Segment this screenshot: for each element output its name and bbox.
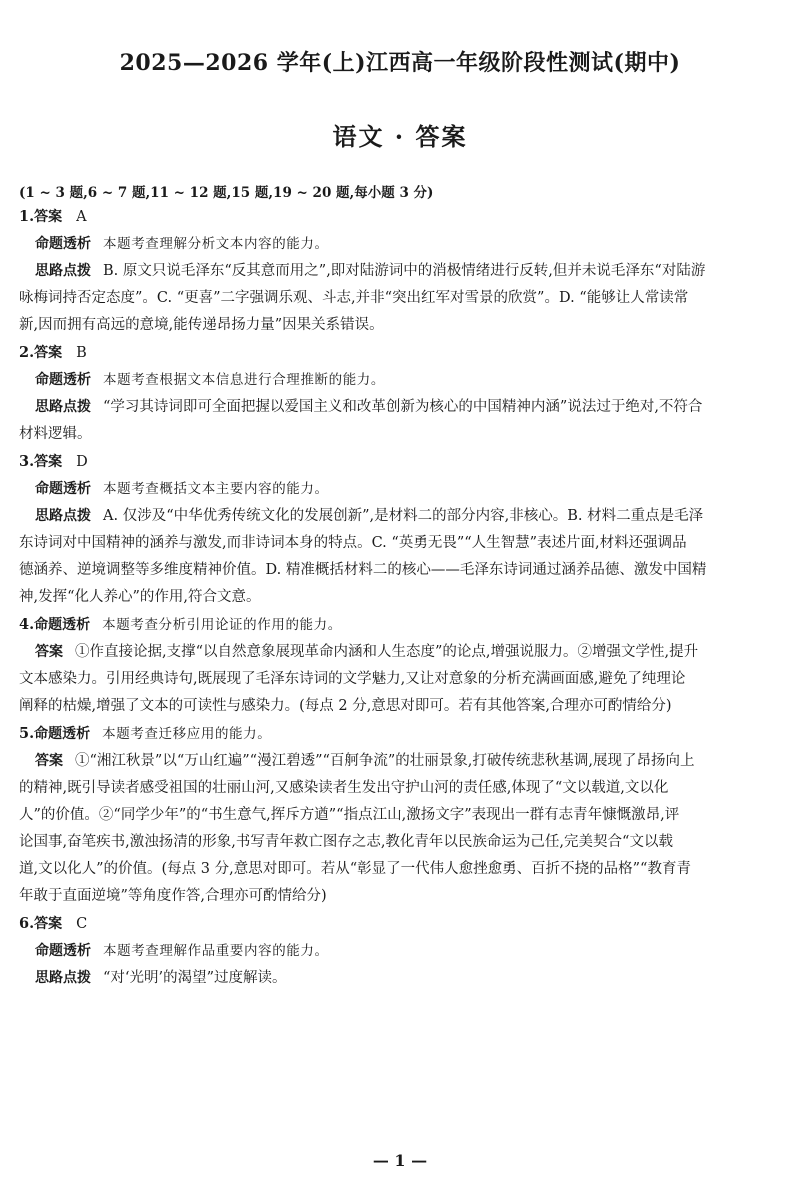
- tips-text: 咏梅词持否定态度”。C. “更喜”二字强调乐观、斗志,并非“突出红军对雪景的欣赏”。D. “能够让人常读常: [19, 290, 689, 306]
- question-number: 4.: [19, 616, 35, 633]
- tips-text: 东诗词对中国精神的涵养与激发,而非诗词本身的特点。C. “英勇无畏”“人生智慧”表述片面,材料还强调品: [19, 535, 687, 551]
- question-3: [19, 448, 784, 611]
- answer-text: 人”的价值。②“同学少年”的“书生意气,挥斥方遒”“指点江山,激扬文字”表现出一群有志青年慷慨激昂,评: [19, 807, 680, 823]
- tips-label: 思路点拨: [35, 399, 91, 415]
- answer-text: 的精神,既引导读者感受祖国的壮丽山河,又感染读者生发出守护山河的责任感,体现了“文以载道,文以化: [19, 780, 669, 796]
- answer-value: D: [76, 454, 88, 470]
- intent-label: 命题透析: [34, 726, 91, 742]
- question-number: 2.: [19, 344, 35, 361]
- answer-text: ①“湘江秋景”以“万山红遍”“漫江碧透”“百舸争流”的壮丽景象,打破传统悲秋基调,展现了昂扬向上: [75, 753, 695, 769]
- page-subtitle: 语文 · 答案: [332, 122, 468, 151]
- answer-label: 答案: [34, 209, 63, 225]
- tips-label: 思路点拨: [35, 263, 91, 279]
- answer-text: 论国事,奋笔疾书,激浊扬清的形象,书写青年救亡图存之志,教化青年以民族命运为己任,完美契合“文以载: [19, 834, 673, 850]
- answer-text: 阐释的枯燥,增强了文本的可读性与感染力。(每点 2 分,意思对即可。若有其他答案,合理亦可酌情给分): [19, 698, 672, 714]
- tips-text: 材料逻辑。: [19, 426, 92, 442]
- answer-label: 答案: [35, 753, 63, 769]
- tips-label: 思路点拨: [35, 970, 91, 986]
- intent-text: 本题考查分析引用论证的作用的能力。: [102, 617, 342, 633]
- tips-text: 德涵养、逆境调整等多维度精神价值。D. 精准概括材料二的核心——毛泽东诗词通过涵养品德、激发中国精: [19, 562, 707, 578]
- question-1: [19, 203, 784, 339]
- page-number: — 1 —: [372, 1151, 428, 1170]
- answer-value: A: [76, 209, 87, 225]
- tips-label: 思路点拨: [35, 508, 91, 524]
- tips-text: A. 仅涉及“中华优秀传统文化的发展创新”,是材料二的部分内容,非核心。B. 材料二重点是毛泽: [103, 508, 704, 524]
- question-2: [19, 339, 784, 448]
- tips-text: 新,因而拥有高远的意境,能传递昂扬力量”因果关系错误。: [19, 317, 384, 333]
- answer-label: 答案: [35, 644, 63, 660]
- answer-text: ①作直接论据,支撑“以自然意象展现革命内涵和人生态度”的论点,增强说服力。②增强文学性,提升: [75, 644, 699, 660]
- intent-label: 命题透析: [34, 617, 91, 633]
- scoring-note: (1 ~ 3 题,6 ~ 7 题,11 ~ 12 题,15 题,19 ~ 20 题,每小题 3 分): [19, 185, 434, 201]
- question-number: 1.: [19, 208, 35, 225]
- question-number: 6.: [19, 915, 35, 932]
- question-6: [19, 910, 784, 992]
- answer-text: 文本感染力。引用经典诗句,既展现了毛泽东诗词的文学魅力,又让对意象的分析充满画面感,避免了纯理论: [19, 671, 686, 687]
- answers-body: [19, 203, 784, 992]
- intent-label: 命题透析: [35, 372, 91, 388]
- intent-text: 本题考查根据文本信息进行合理推断的能力。: [103, 372, 385, 388]
- intent-label: 命题透析: [35, 236, 91, 252]
- intent-text: 本题考查概括文本主要内容的能力。: [103, 481, 329, 497]
- tips-text: “对‘光明’的渴望”过度解读。: [103, 970, 287, 986]
- answer-label: 答案: [34, 345, 63, 361]
- intent-text: 本题考查理解分析文本内容的能力。: [103, 236, 329, 252]
- intent-text: 本题考查迁移应用的能力。: [102, 726, 272, 742]
- page-title: 2025—2026 学年(上)江西高一年级阶段性测试(期中): [119, 50, 681, 76]
- tips-text: 神,发挥“化人养心”的作用,符合文意。: [19, 589, 261, 605]
- answer-label: 答案: [34, 454, 63, 470]
- tips-text: “学习其诗词即可全面把握以爱国主义和改革创新为核心的中国精神内涵”说法过于绝对,不符合: [103, 399, 703, 415]
- answer-text: 年敢于直面逆境”等角度作答,合理亦可酌情给分): [19, 888, 327, 904]
- tips-text: B. 原文只说毛泽东“反其意而用之”,即对陆游词中的消极情绪进行反转,但并未说毛泽东“对陆游: [103, 263, 706, 279]
- answer-value: B: [76, 345, 87, 361]
- answer-value: C: [76, 916, 88, 932]
- question-5: [19, 720, 784, 910]
- intent-label: 命题透析: [35, 943, 91, 959]
- question-4: [19, 611, 784, 720]
- intent-label: 命题透析: [35, 481, 91, 497]
- question-number: 3.: [19, 453, 35, 470]
- question-number: 5.: [19, 725, 35, 742]
- answer-text: 道,文以化人”的价值。(每点 3 分,意思对即可。若从“彰显了一代伟人愈挫愈勇、百折不挠的品格”“教育青: [19, 861, 691, 877]
- answer-label: 答案: [34, 916, 63, 932]
- intent-text: 本题考查理解作品重要内容的能力。: [103, 943, 329, 959]
